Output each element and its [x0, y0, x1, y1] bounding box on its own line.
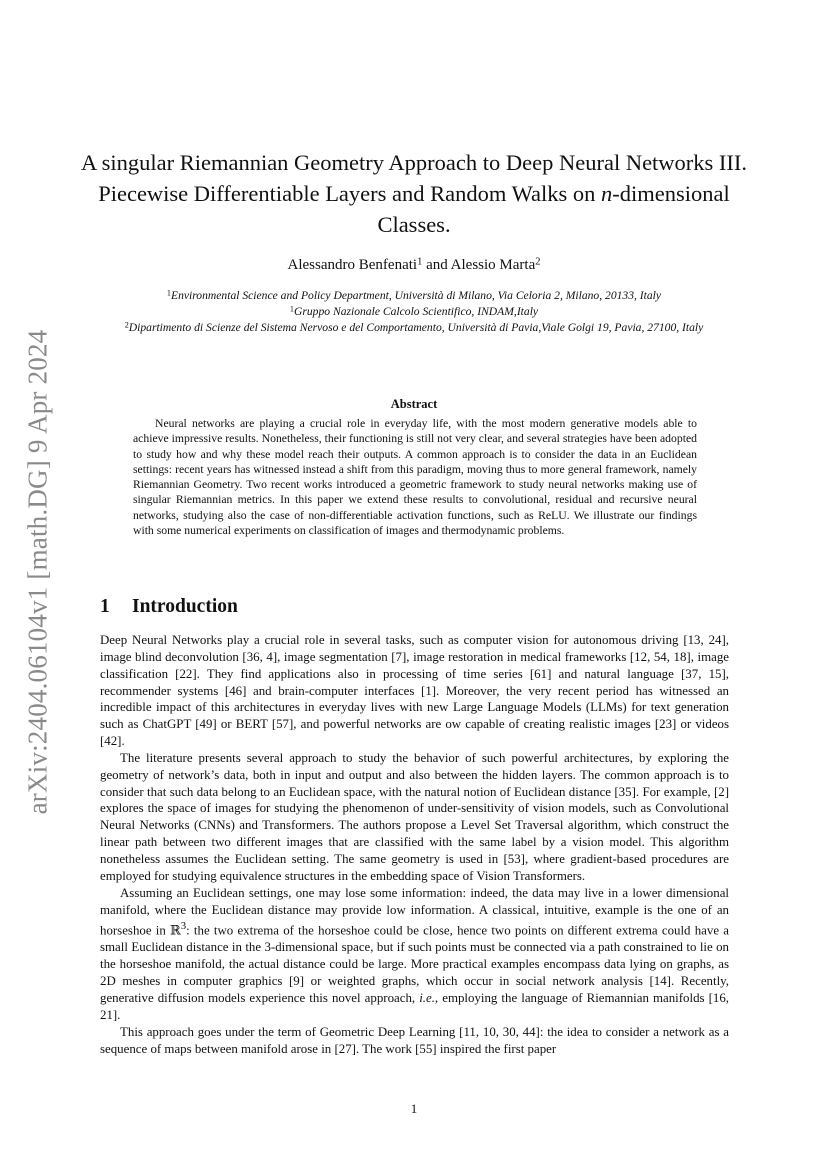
- affiliation-mark: 1: [417, 256, 423, 268]
- body-paragraph: Deep Neural Networks play a crucial role in several tasks, such as computer vision for autonomous driving [13, 24], image blind deconvolution [36, 4], image segmentation [7], image restoration in medical frameworks [12, 54, 18], image classification [22]. They find applications also in processing of time series [61] and natural language [37, 15], recommender systems [46] and brain-computer interfaces [1]. Moreover, the very recent period has witnessed an incredible impact of this architectures in everyday lives with new Large Language Models (LLMs) for text generation such as ChatGPT [49] or BERT [57], and powerful networks are ow capable of creating realistic images [23] or videos [42].: [100, 633, 729, 749]
- body-paragraph: The literature presents several approach to study the behavior of such powerful architectures, by exploring the geometry of network’s data, both in input and output and also between the hidden layers. The common approach is to consider that such data belong to an Euclidean space, with the natural notion of Euclidean distance [35]. For example, [2] explores the space of images for studying the phenomenon of under-sensitivity of vision models, such as Convolutional Neural Networks (CNNs) and Transformers. The authors propose a Level Set Traversal algorithm, which construct the linear path between two different images that are classified with the same label by a vision model. This algorithm nonetheless assumes the Euclidean setting. The same geometry is used in [53], where gradient-based procedures are employed for studying equivalence structures in the embedding space of Vision Transformers.: [100, 750, 729, 883]
- author-list: [80, 255, 748, 275]
- affiliation-mark: 2: [124, 320, 129, 330]
- affiliation-line: [94, 320, 734, 336]
- math-symbol: ℝ: [170, 923, 181, 938]
- affiliation-mark: 1: [166, 288, 171, 298]
- affiliation-mark: 2: [535, 256, 541, 268]
- abstract-heading: Abstract: [390, 397, 438, 411]
- abstract-text: Neural networks are playing a crucial role in everyday life, with the most modern generative models able to achieve impressive results. Nonetheless, their functioning is still not very clear, and several strategies have been adopted to study how and why these model reach their outputs. A common approach is to consider the data in an Euclidean settings: recent years has witnessed instead a shift from this paradigm, moving thus to more general framework, namely Riemannian Geometry. Two recent works introduced a geometric framework to study neural networks making use of singular Riemannian metrics. In this paper we extend these results to convolutional, residual and recursive neural networks, studying also the case of non-differentiable activation functions, such as ReLU. We illustrate our findings with some numerical experiments on classification of images and thermodynamic problems.: [133, 417, 697, 538]
- affiliation-text: Gruppo Nazionale Calcolo Scientifico, INDAM,Italy: [293, 305, 539, 318]
- author-name: Alessandro Benfenati: [287, 257, 418, 273]
- math-superscript: 3: [180, 920, 187, 933]
- section-body: [100, 632, 729, 1057]
- affiliation-list: [94, 288, 734, 336]
- emphasis-text: i.e.,: [419, 991, 439, 1006]
- affiliation-line: [94, 288, 734, 304]
- body-paragraph: This approach goes under the term of Geometric Deep Learning [11, 10, 30, 44]: the idea to consider a network as a sequence of maps between manifold arose in [27]. The work [55] inspired the first paper: [100, 1024, 729, 1056]
- paragraph-text: Assuming an Euclidean settings, one may lose some information: indeed, the data may live in a lower dimensional manifold, where the Euclidean distance may provide low information. A classical, intuitive, example is the one of an horseshoe in: [100, 885, 729, 938]
- author-separator: and: [422, 257, 451, 273]
- affiliation-mark: 1: [289, 304, 294, 314]
- affiliation-line: [94, 304, 734, 320]
- section-title: Introduction: [132, 596, 238, 617]
- title-text: A singular Riemannian Geometry Approach to Deep Neural Networks III. Piecewise Differentiable Layers and Random Walks on n-dimensional Classes.: [80, 150, 748, 237]
- section-number: 1: [100, 596, 110, 617]
- paragraph-text: : the two extrema of the horseshoe could be close, hence two points on different extrema could have a small Euclidean distance in the 3-dimensional space, but if such points must be connected via a path constrained to lie on the horseshoe manifold, the actual distance could be large. More practical examples encompass data lying on graphs, as 2D meshes in computer graphics [9] or weighted graphs, which occur in social network analysis [14]. Recently, generative diffusion models experience this novel approach,: [100, 923, 729, 1006]
- author-name: Alessio Marta: [450, 257, 536, 273]
- body-paragraph: [100, 885, 729, 1024]
- page-number: 1: [410, 1101, 418, 1116]
- affiliation-text: Dipartimento di Scienze del Sistema Nervoso e del Comportamento, Università di Pavia,Viale Golgi 19, Pavia, 27100, Italy: [128, 321, 704, 334]
- arxiv-identifier-stamp: arXiv:2404.06104v1 [math.DG] 9 Apr 2024: [22, 329, 53, 815]
- paper-title: [80, 147, 748, 240]
- affiliation-text: Environmental Science and Policy Department, Università di Milano, Via Celoria 2, Milano, 20133, Italy: [170, 289, 662, 302]
- paragraph-text: employing the language of Riemannian manifolds [16, 21].: [100, 991, 729, 1022]
- section-heading: [100, 596, 238, 618]
